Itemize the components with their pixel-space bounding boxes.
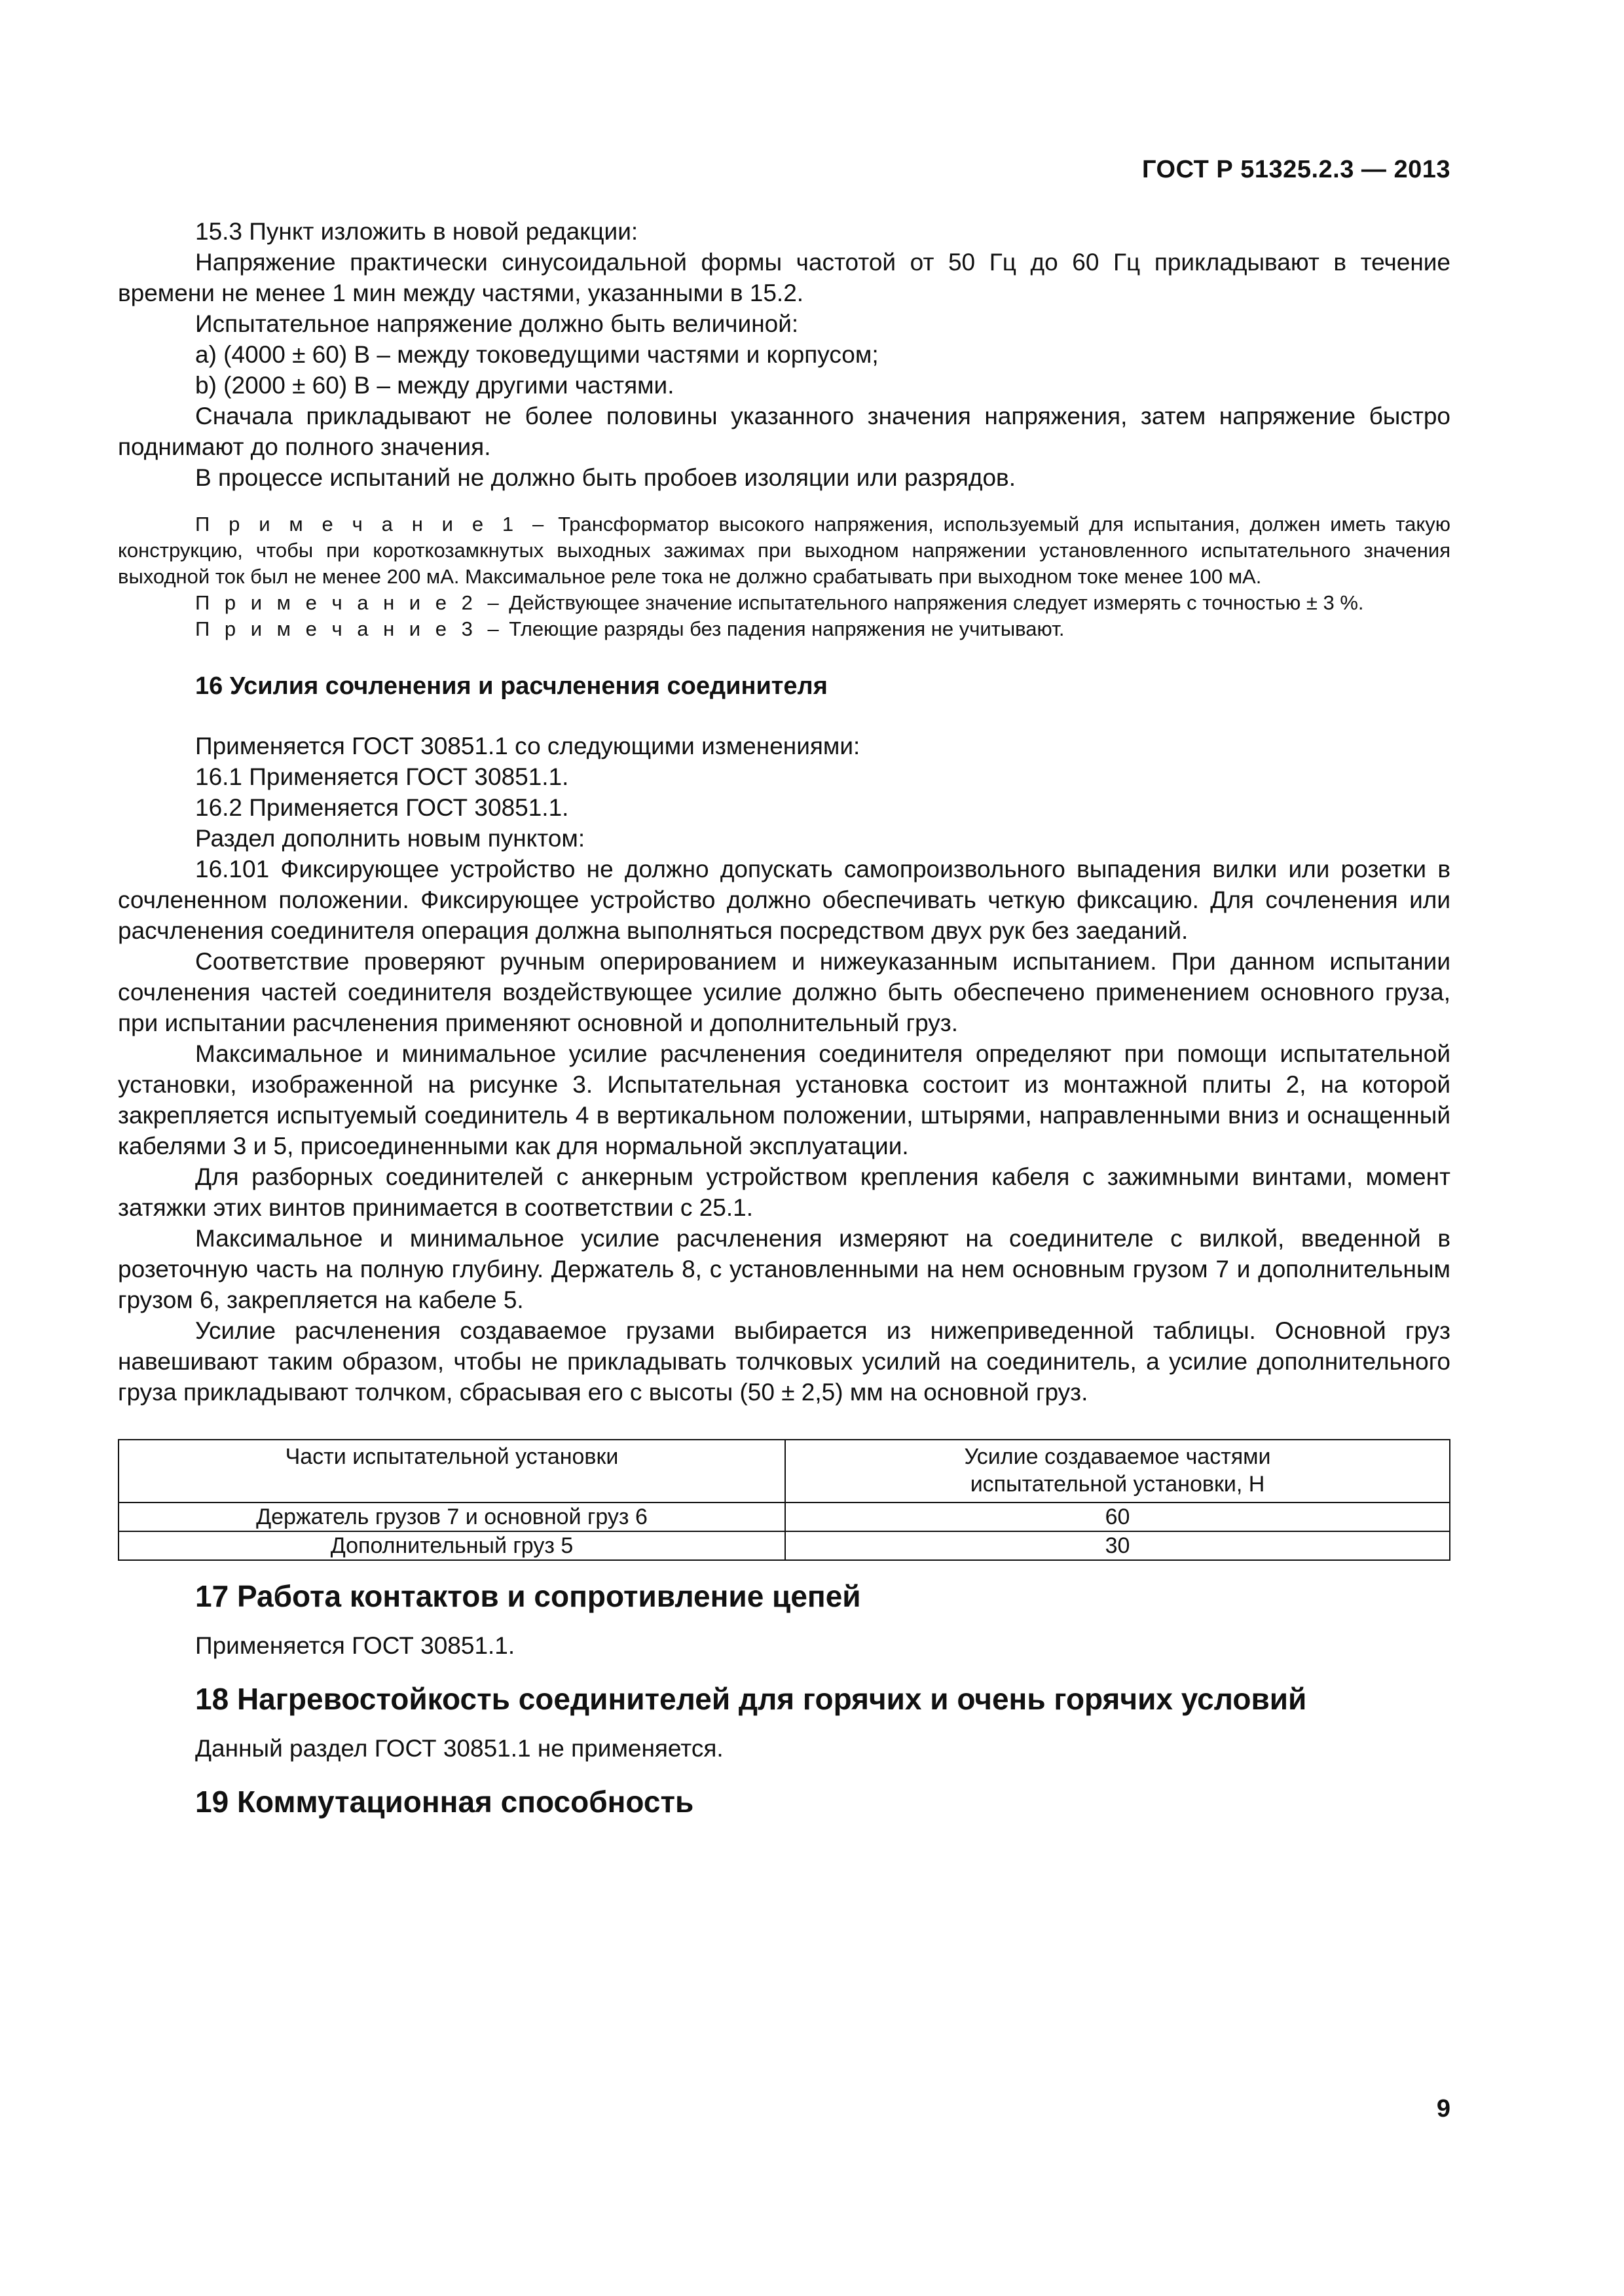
note-2-label: П р и м е ч а н и е 2 – bbox=[195, 591, 504, 614]
note-3-text: Тлеющие разряды без падения напряжения не учитывают. bbox=[503, 617, 1065, 640]
list-item-a: a) (4000 ± 60) В – между токоведущими частями и корпусом; bbox=[195, 341, 879, 368]
paragraph: Для разборных соединителей с анкерным устройством крепления кабеля с зажимными винтами, момент затяжки этих винтов принимается в соответствии с 25.1. bbox=[118, 1163, 1450, 1221]
note-1 bbox=[118, 511, 1450, 590]
paragraph: Напряжение практически синусоидальной формы частотой от 50 Гц до 60 Гц прикладывают в течение времени не менее 1 мин между частями, указанными в 15.2. bbox=[118, 249, 1450, 306]
paragraph: 16.2 Применяется ГОСТ 30851.1. bbox=[195, 794, 569, 821]
paragraph: Максимальное и минимальное усилие расчленения измеряют на соединителе с вилкой, введенной в розеточную часть на полную глубину. Держатель 8, с установленными на нем основным грузом 7 и дополнительным грузом 6, закрепляется на кабеле 5. bbox=[118, 1225, 1450, 1313]
table-cell-force: 60 bbox=[785, 1503, 1450, 1531]
paragraph: Данный раздел ГОСТ 30851.1 не применяется. bbox=[195, 1735, 724, 1762]
list-item-b: b) (2000 ± 60) В – между другими частями. bbox=[195, 372, 674, 399]
table-header-force-line1: Усилие создаваемое частями bbox=[964, 1444, 1271, 1469]
table-header-force bbox=[785, 1440, 1450, 1503]
table-cell-part: Дополнительный груз 5 bbox=[119, 1531, 785, 1560]
clause-15-3-title: 15.3 Пункт изложить в новой редакции: bbox=[195, 218, 638, 245]
paragraph: Применяется ГОСТ 30851.1 со следующими изменениями: bbox=[195, 733, 860, 759]
paragraph: Соответствие проверяют ручным оперированием и нижеуказанным испытанием. При данном испытании сочленения частей соединителя воздействующее усилие должно быть обеспечено применением основного груза, при испытании расчленения применяют основной и дополнительный груз. bbox=[118, 948, 1450, 1036]
section-19-heading: 19 Коммутационная способность bbox=[195, 1785, 694, 1819]
table-row bbox=[119, 1503, 1450, 1531]
paragraph: Усилие расчленения создаваемое грузами выбирается из нижеприведенной таблицы. Основной груз навешивают таким образом, чтобы не прикладывать толчковых усилий на соединитель, а усилие дополнительного груза прикладывают толчком, сбрасывая его с высоты (50 ± 2,5) мм на основной груз. bbox=[118, 1317, 1450, 1406]
table-cell-part: Держатель грузов 7 и основной груз 6 bbox=[119, 1503, 785, 1531]
table-header-parts: Части испытательной установки bbox=[119, 1440, 785, 1503]
table-cell-force: 30 bbox=[785, 1531, 1450, 1560]
table-row bbox=[119, 1531, 1450, 1560]
paragraph: 16.101 Фиксирующее устройство не должно допускать самопроизвольного выпадения вилки или розетки в сочлененном положении. Фиксирующее устройство должно обеспечивать четкую фиксацию. Для сочленения или расчленения соединителя операция должна выполняться посредством двух рук без заеданий. bbox=[118, 856, 1450, 944]
paragraph: Испытательное напряжение должно быть величиной: bbox=[195, 310, 799, 337]
note-1-text: Трансформатор высокого напряжения, используемый для испытания, должен иметь такую конструкцию, чтобы при короткозамкнутых выходных зажимах при выходном напряжении установленного испытательного значения выходной ток был не менее 200 мА. Максимальное реле тока не должно срабатывать при выходном токе менее 100 мА. bbox=[118, 513, 1450, 588]
page-number: 9 bbox=[1436, 2095, 1450, 2123]
standard-header: ГОСТ Р 51325.2.3 — 2013 bbox=[1142, 156, 1450, 183]
table-header-force-line2: испытательной установки, Н bbox=[970, 1472, 1265, 1497]
note-3-label: П р и м е ч а н и е 3 – bbox=[195, 617, 504, 640]
note-3 bbox=[118, 616, 1450, 642]
table-header-row bbox=[119, 1440, 1450, 1503]
paragraph: Максимальное и минимальное усилие расчленения соединителя определяют при помощи испытательной установки, изображенной на рисунке 3. Испытательная установка состоит из монтажной плиты 2, на которой закрепляется испытуемый соединитель 4 в вертикальном положении, штырями, направленными вниз и оснащенный кабелями 3 и 5, присоединенными как для нормальной эксплуатации. bbox=[118, 1040, 1450, 1159]
paragraph: Применяется ГОСТ 30851.1. bbox=[195, 1632, 515, 1659]
section-17-heading: 17 Работа контактов и сопротивление цепей bbox=[195, 1579, 861, 1613]
paragraph: 16.1 Применяется ГОСТ 30851.1. bbox=[195, 763, 569, 790]
section-18-heading: 18 Нагревостойкость соединителей для горячих и очень горячих условий bbox=[195, 1682, 1307, 1716]
document-page bbox=[118, 0, 1450, 2296]
paragraph: Сначала прикладывают не более половины указанного значения напряжения, затем напряжение быстро поднимают до полного значения. bbox=[118, 403, 1450, 460]
section-16-heading: 16 Усилия сочленения и расчленения соединителя bbox=[195, 672, 828, 700]
note-1-label: П р и м е ч а н и е 1 – bbox=[195, 513, 549, 536]
paragraph: В процессе испытаний не должно быть пробоев изоляции или разрядов. bbox=[195, 464, 1016, 491]
force-table bbox=[118, 1439, 1450, 1561]
paragraph: Раздел дополнить новым пунктом: bbox=[195, 825, 585, 852]
page-content bbox=[118, 216, 1450, 1820]
note-2-text: Действующее значение испытательного напряжения следует измерять с точностью ± 3 %. bbox=[503, 591, 1364, 614]
note-2 bbox=[118, 590, 1450, 616]
